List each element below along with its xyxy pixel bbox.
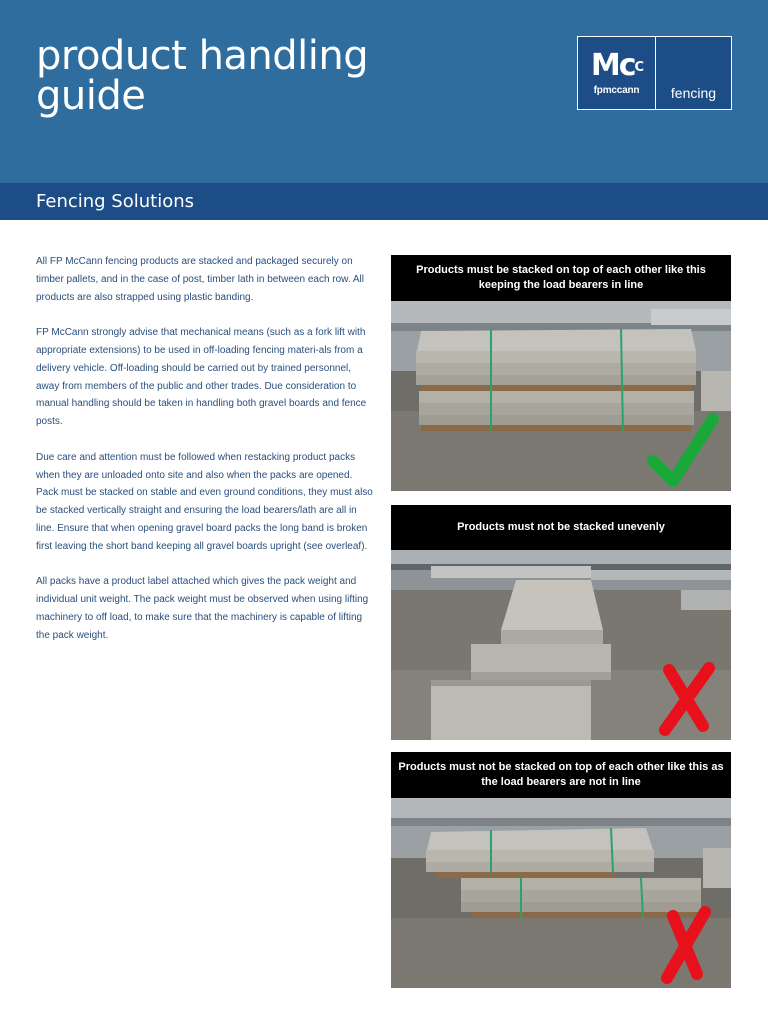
panel-caption: Products must not be stacked on top of each other like this as the load bearers are not in line [398,761,724,788]
section-band [0,183,768,220]
document-title-line-1: product handling [36,33,369,79]
mccann-logo-mark [578,37,656,109]
logo-monogram-superscript: C [634,59,643,75]
document-title [36,33,456,119]
logo-company-name: fpmccann [593,84,640,96]
logo-division-name: fencing [656,37,731,109]
uneven-stack-photo [391,550,731,740]
misaligned-stack-photo [391,798,731,988]
paragraph-offloading: FP McCann strongly advise that mechanical means (such as a fork lift with appropriate extensions) to be used in off-loading fencing materi-als from a delivery vehicle. Off-loading should be carried out by trained personnel, away from members of the public and other trades. Due consideration to manual handling should be taken in handling both gravel boards and fence posts. [36,327,367,428]
stacking-example-uneven [391,505,731,740]
handling-instructions [36,253,376,662]
header-band [0,0,768,183]
paragraph-packaging: All FP McCann fencing products are stacked and packaged securely on timber pallets, and in the case of post, timber lath in between each row. All products are also strapped using plastic banding. [36,256,364,303]
panel-caption: Products must not be stacked unevenly [457,521,665,533]
paragraph-pack-weight: All packs have a product label attached which gives the pack weight and individual unit weight. The pack weight must be observed when using lifting machinery to off load, to make sure that the machinery is capable of lifting the pack weight. [36,576,369,641]
fpmccann-fencing-logo [577,36,732,110]
logo-monogram-text: Mc [590,47,635,83]
stacking-example-correct [391,255,731,491]
panel-caption: Products must be stacked on top of each other like this keeping the load bearers in line [416,264,706,291]
section-title: Fencing Solutions [36,191,195,212]
stacked-posts-photo [391,301,731,491]
document-title-line-2: guide [36,73,146,119]
logo-monogram [590,47,643,83]
paragraph-restacking: Due care and attention must be followed when restacking product packs when they are unloaded onto site and also when the packs are opened. Pack must be stacked on stable and even ground conditions, they must also be stacked vertically straight and ensuring the load bearers/lath are all in line. Ensure that when opening gravel board packs the long band is broken first leaving the short band keeping all gravel boards upright (see overleaf). [36,451,373,552]
stacking-example-misaligned [391,752,731,988]
